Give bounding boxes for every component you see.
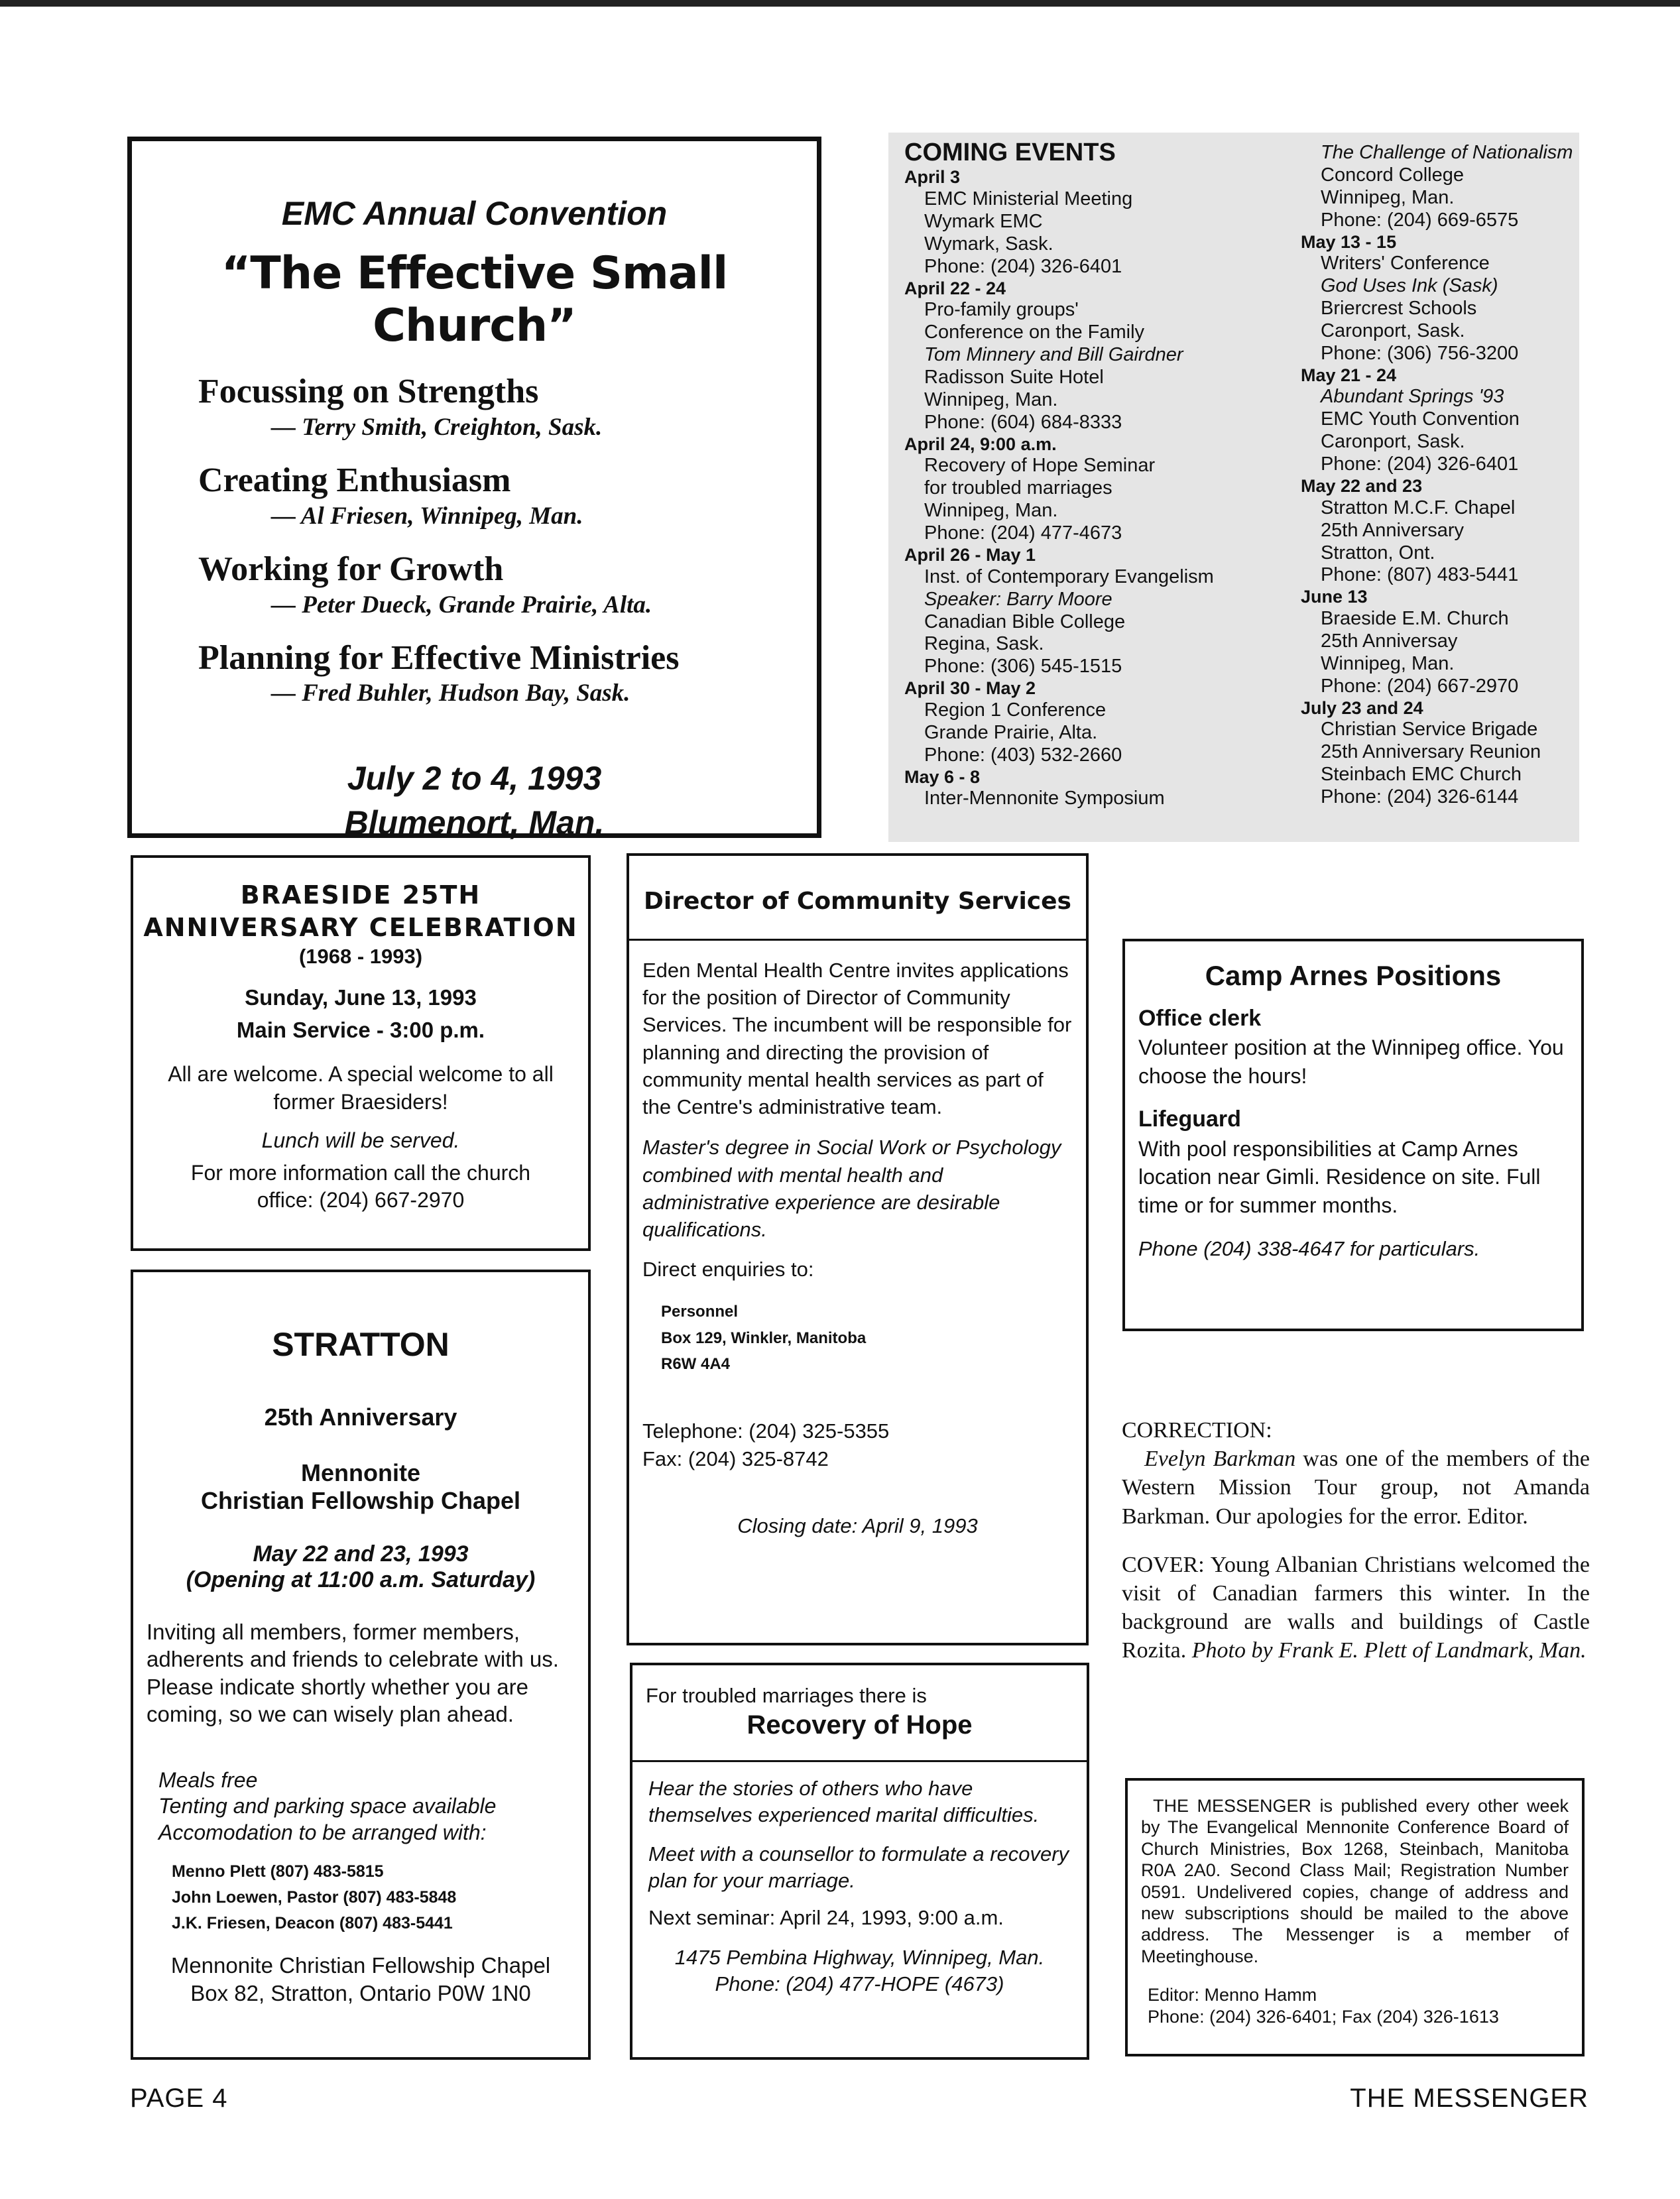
convention-ad bbox=[127, 137, 821, 842]
director-telephone: Telephone: (204) 325-5355 bbox=[642, 1419, 890, 1443]
camp-office-clerk-heading: Office clerk bbox=[1138, 1006, 1262, 1031]
publication-name: THE MESSENGER bbox=[1350, 2084, 1589, 2113]
event-date: May 21 - 24 bbox=[1301, 365, 1397, 385]
stratton-contact: J.K. Friesen, Deacon (807) 483-5441 bbox=[172, 1913, 453, 1932]
session-title: Planning for Effective Ministries bbox=[198, 638, 680, 677]
braeside-years: (1968 - 1993) bbox=[298, 944, 423, 968]
event-line: Abundant Springs '93 bbox=[1321, 386, 1504, 408]
event-line: EMC Ministerial Meeting bbox=[924, 188, 1133, 210]
director-address-line: Personnel bbox=[661, 1303, 739, 1321]
event-line: Wymark, Sask. bbox=[924, 233, 1053, 255]
stratton-invite: Inviting all members, former members, adherents and friends to celebrate with us. Please indicate shortly whether you are coming, so we can wisely plan ahead. bbox=[147, 1620, 559, 1726]
event-date: April 30 - May 2 bbox=[904, 678, 1036, 699]
event-line: Tom Minnery and Bill Gairdner bbox=[924, 344, 1183, 366]
director-ad bbox=[627, 853, 1089, 1645]
recovery-stories: Hear the stories of others who have themselves experienced marital difficulties. bbox=[648, 1777, 1040, 1827]
event-line: Recovery of Hope Seminar bbox=[924, 455, 1156, 477]
stratton-date: May 22 and 23, 1993 bbox=[253, 1541, 469, 1567]
event-line: Stratton, Ont. bbox=[1321, 542, 1435, 564]
masthead-text: THE MESSENGER is published every other week by The Evangelical Mennonite Conference Board of Church Ministries, Box 1268, Steinbach, Manitoba R0A 2A0. Second Class Mail; Registration Number 0591. Undelivered copies, change of address and new subscriptions should be mailed to the above address. The Messenger is a member of Meetinghouse. bbox=[1141, 1796, 1569, 1966]
event-line: Radisson Suite Hotel bbox=[924, 367, 1104, 388]
braeside-title: BRAESIDE 25TH ANNIVERSARY CELEBRATION bbox=[143, 880, 578, 943]
session-list bbox=[198, 372, 817, 710]
events-column-1 bbox=[904, 138, 1214, 810]
session-title: Creating Enthusiasm bbox=[198, 461, 511, 499]
event-date: May 6 - 8 bbox=[904, 766, 981, 787]
top-rule bbox=[0, 0, 1680, 7]
convention-date: July 2 to 4, 1993 bbox=[347, 759, 602, 797]
event-line: Grande Prairie, Alta. bbox=[924, 721, 1098, 743]
correction-text: was one of the members of the Western Mission Tour group, not Amanda Barkman. Our apologies for the error. Editor. bbox=[1122, 1447, 1590, 1529]
event-line: Winnipeg, Man. bbox=[1321, 652, 1455, 674]
recovery-divider bbox=[632, 1760, 1087, 1762]
braeside-ad bbox=[131, 855, 591, 1251]
event-line: Phone: (306) 545-1515 bbox=[924, 656, 1122, 678]
session-title: Working for Growth bbox=[198, 550, 504, 588]
cover-photo-credit: Photo by Frank E. Plett of Landmark, Man. bbox=[1191, 1638, 1587, 1663]
event-line: Phone: (403) 532-2660 bbox=[924, 744, 1122, 766]
recovery-phone: Phone: (204) 477-HOPE (4673) bbox=[715, 1972, 1004, 1996]
event-line: 25th Anniversary Reunion bbox=[1321, 741, 1541, 763]
director-title: Director of Community Services bbox=[644, 888, 1071, 915]
event-line: The Challenge of Nationalism bbox=[1321, 142, 1573, 163]
stratton-meals: Meals free bbox=[158, 1768, 258, 1792]
correction-name: Evelyn Barkman bbox=[1144, 1447, 1296, 1472]
event-line: Winnipeg, Man. bbox=[1321, 186, 1455, 208]
session-speaker: — Al Friesen, Winnipeg, Man. bbox=[271, 502, 583, 530]
recovery-address: 1475 Pembina Highway, Winnipeg, Man. bbox=[674, 1946, 1045, 1970]
camp-phone: Phone (204) 338-4647 for particulars. bbox=[1138, 1237, 1480, 1261]
camp-lifeguard-text: With pool responsibilities at Camp Arnes location near Gimli. Residence on site. Full time or for summer months. bbox=[1138, 1136, 1541, 1217]
cover-caption: COVER: Young Albanian Christians welcomed the visit of Canadian farmers this winter. In the background are walls and buildings of Castle Rozita. bbox=[1122, 1552, 1590, 1663]
page-number: PAGE 4 bbox=[130, 2084, 228, 2113]
event-line: Caronport, Sask. bbox=[1321, 320, 1465, 342]
session-speaker: — Peter Dueck, Grande Prairie, Alta. bbox=[271, 591, 652, 619]
stratton-address-line2: Box 82, Stratton, Ontario P0W 1N0 bbox=[190, 1980, 531, 2005]
stratton-name-line1: Mennonite bbox=[301, 1459, 420, 1486]
event-line: Region 1 Conference bbox=[924, 699, 1107, 721]
event-line: Canadian Bible College bbox=[924, 611, 1126, 632]
event-line: Phone: (204) 667-2970 bbox=[1321, 675, 1519, 697]
event-line: Speaker: Barry Moore bbox=[924, 588, 1112, 610]
event-date: May 13 - 15 bbox=[1301, 231, 1397, 252]
convention-title: “The Effective Small Church” bbox=[221, 247, 728, 352]
braeside-info: For more information call the church office: (204) 667-2970 bbox=[190, 1160, 531, 1213]
stratton-contact: John Loewen, Pastor (807) 483-5848 bbox=[172, 1887, 457, 1907]
event-line: Conference on the Family bbox=[924, 322, 1145, 343]
braeside-lunch: Lunch will be served. bbox=[261, 1128, 460, 1152]
convention-place: Blumenort, Man. bbox=[344, 804, 605, 842]
masthead-phone: Phone: (204) 326-6401; Fax (204) 326-1613 bbox=[1148, 2006, 1499, 2027]
stratton-title: STRATTON bbox=[272, 1326, 450, 1363]
camp-arnes-ad bbox=[1122, 939, 1584, 1331]
session-speaker: — Terry Smith, Creighton, Sask. bbox=[271, 413, 603, 441]
event-line: Briercrest Schools bbox=[1321, 298, 1477, 320]
event-line: Steinbach EMC Church bbox=[1321, 764, 1522, 786]
event-line: Christian Service Brigade bbox=[1321, 719, 1538, 741]
stratton-accomodation: Accomodation to be arranged with: bbox=[158, 1820, 487, 1844]
event-line: Winnipeg, Man. bbox=[924, 500, 1058, 522]
event-line: Phone: (807) 483-5441 bbox=[1321, 564, 1519, 586]
event-line: Inst. of Contemporary Evangelism bbox=[924, 565, 1214, 587]
convention-eyebrow: EMC Annual Convention bbox=[281, 195, 668, 232]
event-line: Regina, Sask. bbox=[924, 633, 1044, 655]
event-line: Phone: (604) 684-8333 bbox=[924, 411, 1122, 433]
event-line: Braeside E.M. Church bbox=[1321, 607, 1509, 629]
event-line: Pro-family groups' bbox=[924, 299, 1079, 321]
event-line: Inter-Mennonite Symposium bbox=[924, 788, 1165, 809]
recovery-ad bbox=[630, 1663, 1089, 2060]
recovery-next-seminar: Next seminar: April 24, 1993, 9:00 a.m. bbox=[648, 1906, 1004, 1930]
event-line: 25th Anniversay bbox=[1321, 630, 1458, 652]
stratton-tenting: Tenting and parking space available bbox=[158, 1794, 497, 1818]
recovery-intro: For troubled marriages there is bbox=[646, 1684, 927, 1707]
event-line: Phone: (204) 669-6575 bbox=[1321, 209, 1519, 231]
event-line: Writers' Conference bbox=[1321, 253, 1490, 274]
braeside-welcome: All are welcome. A special welcome to all former Braesiders! bbox=[168, 1062, 554, 1114]
event-line: Wymark EMC bbox=[924, 210, 1043, 232]
event-line: Winnipeg, Man. bbox=[924, 388, 1058, 410]
event-date: May 22 and 23 bbox=[1301, 476, 1423, 497]
coming-events bbox=[888, 133, 1579, 842]
director-divider bbox=[629, 939, 1086, 941]
director-qualifications: Master's degree in Social Work or Psychology combined with mental health and administrative experience are desirable qualifications. bbox=[642, 1136, 1061, 1241]
session-speaker: — Fred Buhler, Hudson Bay, Sask. bbox=[271, 680, 630, 707]
event-date: April 24, 9:00 a.m. bbox=[904, 434, 1057, 454]
director-body: Eden Mental Health Centre invites applications for the position of Director of Community Services. The incumbent will be responsible for planning and directing the provision of community mental health services as part of the Centre's administrative team. bbox=[642, 959, 1072, 1119]
stratton-address-line1: Mennonite Christian Fellowship Chapel bbox=[170, 1953, 551, 1978]
stratton-contact: Menno Plett (807) 483-5815 bbox=[172, 1862, 384, 1881]
correction-label: CORRECTION: bbox=[1122, 1418, 1272, 1443]
event-line: Phone: (306) 756-3200 bbox=[1321, 342, 1519, 364]
event-line: 25th Anniversary bbox=[1321, 519, 1465, 541]
stratton-anniversary: 25th Anniversary bbox=[264, 1403, 457, 1431]
event-line: God Uses Ink (Sask) bbox=[1321, 275, 1498, 297]
braeside-service: Main Service - 3:00 p.m. bbox=[236, 1017, 485, 1042]
event-date: April 3 bbox=[904, 167, 961, 188]
masthead-box bbox=[1125, 1778, 1585, 2056]
correction-notice bbox=[1122, 1416, 1590, 1665]
camp-office-clerk-text: Volunteer position at the Winnipeg office. You choose the hours! bbox=[1138, 1036, 1564, 1088]
stratton-opening: (Opening at 11:00 a.m. Saturday) bbox=[186, 1567, 536, 1592]
director-closing: Closing date: April 9, 1993 bbox=[737, 1514, 978, 1537]
event-line: Stratton M.C.F. Chapel bbox=[1321, 497, 1516, 518]
event-line: Concord College bbox=[1321, 164, 1465, 186]
events-heading: COMING EVENTS bbox=[904, 139, 1116, 166]
event-line: for troubled marriages bbox=[924, 477, 1112, 499]
camp-title: Camp Arnes Positions bbox=[1205, 960, 1502, 991]
recovery-counsellor: Meet with a counsellor to formulate a recovery plan for your marriage. bbox=[648, 1842, 1069, 1892]
braeside-date: Sunday, June 13, 1993 bbox=[245, 984, 477, 1010]
event-date: June 13 bbox=[1301, 587, 1368, 607]
director-address-line: Box 129, Winkler, Manitoba bbox=[661, 1329, 867, 1347]
event-line: Caronport, Sask. bbox=[1321, 431, 1465, 453]
event-date: April 26 - May 1 bbox=[904, 545, 1036, 565]
camp-lifeguard-heading: Lifeguard bbox=[1138, 1106, 1241, 1132]
event-line: Phone: (204) 326-6401 bbox=[1321, 453, 1519, 475]
events-column-2 bbox=[1301, 142, 1573, 809]
event-line: Phone: (204) 326-6401 bbox=[924, 255, 1122, 277]
director-enquiries: Direct enquiries to: bbox=[642, 1258, 814, 1281]
stratton-name-line2: Christian Fellowship Chapel bbox=[200, 1487, 521, 1514]
director-address-line: R6W 4A4 bbox=[661, 1355, 731, 1374]
stratton-ad bbox=[131, 1270, 591, 2060]
event-date: April 22 - 24 bbox=[904, 278, 1006, 298]
event-date: July 23 and 24 bbox=[1301, 697, 1423, 718]
session-title: Focussing on Strengths bbox=[198, 373, 539, 410]
masthead-editor: Editor: Menno Hamm bbox=[1148, 1985, 1317, 2005]
event-line: Phone: (204) 326-6144 bbox=[1321, 786, 1519, 808]
event-line: EMC Youth Convention bbox=[1321, 408, 1520, 430]
recovery-title: Recovery of Hope bbox=[747, 1710, 973, 1740]
event-line: Phone: (204) 477-4673 bbox=[924, 522, 1122, 544]
director-fax: Fax: (204) 325-8742 bbox=[642, 1447, 829, 1470]
